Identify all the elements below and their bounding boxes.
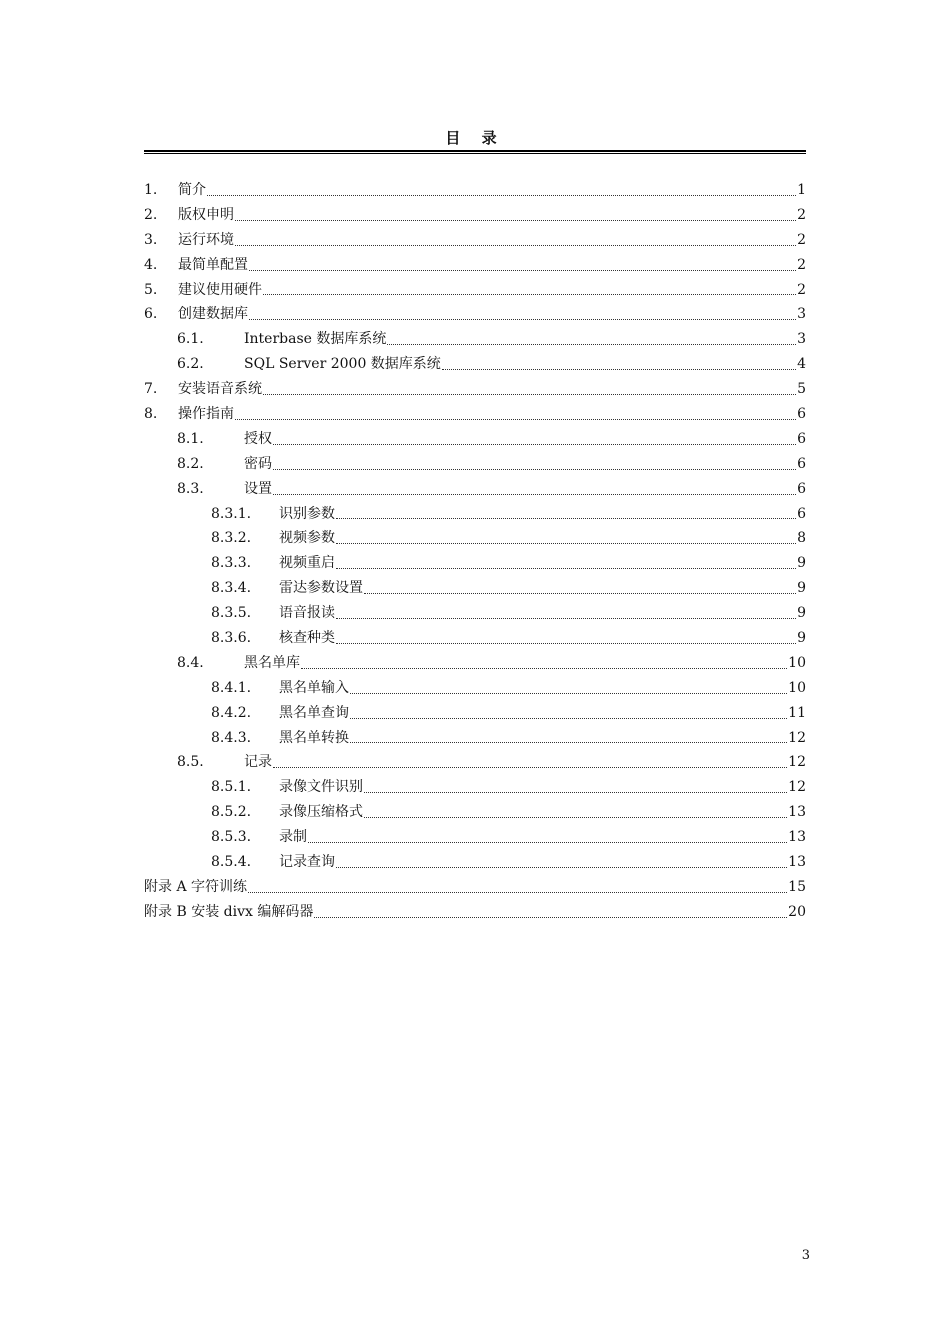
toc-dot-leader <box>273 444 796 445</box>
toc-entry-title: 授权 <box>244 430 272 447</box>
toc-entry-title: 视频参数 <box>279 530 335 547</box>
toc-entry-number: 4. <box>144 256 158 273</box>
toc-entry-title: 密码 <box>244 455 272 472</box>
toc-dot-leader <box>248 892 787 893</box>
toc-entry-page: 10 <box>788 654 806 671</box>
toc-dot-leader <box>364 792 787 793</box>
toc-entry[interactable] <box>144 502 806 527</box>
toc-entry-number: 8.4. <box>177 654 204 671</box>
toc-entry-page: 2 <box>797 231 806 248</box>
toc-entry[interactable] <box>144 253 806 278</box>
toc-entry[interactable] <box>144 302 806 327</box>
toc-entry[interactable] <box>144 825 806 850</box>
toc-dot-leader <box>249 270 796 271</box>
toc-entry-number: 2. <box>144 206 158 223</box>
toc-entry-number: 8.5.1. <box>211 779 252 796</box>
toc-dot-leader <box>442 369 796 370</box>
toc-entry-number: 8.3.6. <box>211 630 252 647</box>
toc-entry-page: 6 <box>797 455 806 472</box>
toc-entry-number: 8.2. <box>177 455 204 472</box>
toc-dot-leader <box>235 419 796 420</box>
toc-entry-title: 安装语音系统 <box>178 381 262 398</box>
toc-entry-page: 6 <box>797 406 806 423</box>
toc-entry[interactable] <box>144 402 806 427</box>
toc-entry-title: 黑名单查询 <box>279 704 349 721</box>
toc-dot-leader <box>263 294 796 295</box>
toc-dot-leader <box>336 518 796 519</box>
toc-entry-number: 5. <box>144 281 158 298</box>
toc-entry-number: 8.5. <box>177 754 204 771</box>
toc-entry-page: 13 <box>788 829 806 846</box>
toc-entry-page: 13 <box>788 804 806 821</box>
toc-entry-title: 操作指南 <box>178 406 234 423</box>
toc-entry-number: 6.1. <box>177 331 204 348</box>
toc-entry-title: 简介 <box>178 182 206 198</box>
toc-entry-title: 识别参数 <box>279 505 335 522</box>
toc-entry[interactable] <box>144 228 806 253</box>
toc-entry-page: 3 <box>797 331 806 348</box>
toc-dot-leader <box>350 718 787 719</box>
toc-entry-number: 8.3.4. <box>211 580 252 597</box>
toc-entry-page: 6 <box>797 505 806 522</box>
toc-entry-page: 12 <box>788 754 806 771</box>
toc-dot-leader <box>336 618 796 619</box>
toc-entry-title: 黑名单输入 <box>279 679 349 696</box>
toc-entry-page: 5 <box>797 381 806 398</box>
toc-entry-page: 4 <box>797 356 806 373</box>
toc-entry-page: 3 <box>797 306 806 323</box>
toc-entry-page: 9 <box>797 580 806 597</box>
toc-entry[interactable] <box>144 203 806 228</box>
toc-entry-page: 13 <box>788 854 806 871</box>
toc-entry-page: 20 <box>788 903 806 920</box>
toc-entry-number: 8.1. <box>177 430 204 447</box>
toc-entry-page: 10 <box>788 679 806 696</box>
toc-entry-title: 视频重启 <box>279 555 335 572</box>
toc-dot-leader <box>273 767 787 768</box>
toc-entry[interactable] <box>144 651 806 676</box>
toc-dot-leader <box>235 245 796 246</box>
toc-entry-number: 8.3.3. <box>211 555 252 572</box>
toc-entry-title: 附录 A 字符训练 <box>144 878 248 895</box>
toc-entry[interactable] <box>144 850 806 875</box>
table-of-contents <box>144 178 806 925</box>
toc-entry-number: 8. <box>144 406 158 423</box>
toc-dot-leader <box>235 220 796 221</box>
toc-dot-leader <box>336 867 787 868</box>
toc-entry[interactable] <box>144 551 806 576</box>
toc-entry[interactable] <box>144 601 806 626</box>
toc-entry[interactable] <box>144 327 806 352</box>
toc-entry-number: 7. <box>144 381 158 398</box>
toc-dot-leader <box>350 742 787 743</box>
toc-entry-title: Interbase 数据库系统 <box>244 331 387 348</box>
toc-entry-page: 8 <box>797 530 806 547</box>
toc-entry-title: 黑名单转换 <box>279 729 349 746</box>
toc-entry-title: 附录 B 安装 divx 编解码器 <box>144 903 314 920</box>
toc-entry-title: 黑名单库 <box>244 654 300 671</box>
toc-entry-title: 创建数据库 <box>178 306 248 323</box>
toc-dot-leader <box>336 568 796 569</box>
toc-entry-number: 6. <box>144 306 158 323</box>
toc-entry-title: 版权申明 <box>178 206 234 223</box>
toc-dot-leader <box>336 543 796 544</box>
toc-entry-title: 记录查询 <box>279 854 335 871</box>
toc-entry-page: 2 <box>797 281 806 298</box>
toc-dot-leader <box>336 643 796 644</box>
toc-entry[interactable] <box>144 576 806 601</box>
toc-entry-title: 雷达参数设置 <box>279 580 363 597</box>
toc-entry-page: 9 <box>797 605 806 622</box>
toc-dot-leader <box>273 494 796 495</box>
toc-entry[interactable] <box>144 477 806 502</box>
toc-entry-number: 8.4.3. <box>211 729 252 746</box>
toc-title: 目 录 <box>445 129 505 147</box>
toc-entry[interactable] <box>144 278 806 303</box>
toc-entry-page: 1 <box>797 182 806 198</box>
toc-entry-title: 语音报读 <box>279 605 335 622</box>
toc-entry[interactable] <box>144 427 806 452</box>
toc-entry[interactable] <box>144 750 806 775</box>
toc-entry[interactable] <box>144 676 806 701</box>
toc-dot-leader <box>350 693 787 694</box>
toc-entry-page: 12 <box>788 729 806 746</box>
toc-entry-number: 3. <box>144 231 158 248</box>
toc-entry-title: 最简单配置 <box>178 256 248 273</box>
toc-entry-title: 录像压缩格式 <box>279 804 363 821</box>
toc-entry[interactable] <box>144 352 806 377</box>
toc-dot-leader <box>207 195 796 196</box>
page-number: 3 <box>801 1248 810 1263</box>
toc-entry[interactable] <box>144 701 806 726</box>
toc-dot-leader <box>301 668 787 669</box>
toc-entry-title: 录像文件识别 <box>279 779 363 796</box>
toc-entry-number: 6.2. <box>177 356 204 373</box>
toc-entry-number: 8.3. <box>177 480 204 497</box>
toc-entry-number: 8.5.4. <box>211 854 252 871</box>
toc-entry-title: 运行环境 <box>178 231 234 248</box>
toc-entry[interactable] <box>144 452 806 477</box>
toc-entry-title: SQL Server 2000 数据库系统 <box>244 356 441 373</box>
toc-entry-number: 8.5.2. <box>211 804 252 821</box>
toc-entry-number: 8.3.1. <box>211 505 252 522</box>
toc-entry-page: 12 <box>788 779 806 796</box>
toc-dot-leader <box>364 817 787 818</box>
toc-entry-title: 设置 <box>244 480 272 497</box>
toc-entry[interactable] <box>144 726 806 751</box>
toc-entry-page: 2 <box>797 256 806 273</box>
toc-entry-page: 15 <box>788 878 806 895</box>
toc-entry-page: 2 <box>797 206 806 223</box>
toc-entry[interactable] <box>144 875 806 900</box>
toc-entry[interactable] <box>144 626 806 651</box>
toc-entry-page: 6 <box>797 480 806 497</box>
toc-entry-page: 9 <box>797 630 806 647</box>
toc-entry-page: 9 <box>797 555 806 572</box>
toc-entry-title: 建议使用硬件 <box>178 281 262 298</box>
toc-entry[interactable] <box>144 800 806 825</box>
toc-entry-page: 6 <box>797 430 806 447</box>
toc-entry-title: 录制 <box>279 829 307 846</box>
toc-entry[interactable] <box>144 377 806 402</box>
toc-entry-title: 记录 <box>244 754 272 771</box>
toc-entry[interactable] <box>144 178 806 203</box>
toc-entry[interactable] <box>144 900 806 925</box>
toc-entry-number: 8.4.2. <box>211 704 252 721</box>
toc-dot-leader <box>387 344 796 345</box>
toc-entry-number: 1. <box>144 182 158 198</box>
toc-dot-leader <box>273 469 796 470</box>
toc-entry-number: 8.3.5. <box>211 605 252 622</box>
toc-dot-leader <box>314 917 787 918</box>
toc-entry[interactable] <box>144 526 806 551</box>
toc-entry-number: 8.3.2. <box>211 530 252 547</box>
toc-entry-title: 核查种类 <box>279 630 335 647</box>
toc-dot-leader <box>364 593 796 594</box>
toc-entry-page: 11 <box>788 704 806 721</box>
toc-dot-leader <box>263 394 796 395</box>
toc-entry-number: 8.5.3. <box>211 829 252 846</box>
toc-entry-number: 8.4.1. <box>211 679 252 696</box>
toc-entry[interactable] <box>144 775 806 800</box>
toc-dot-leader <box>249 319 796 320</box>
title-rule <box>144 150 806 154</box>
toc-dot-leader <box>308 842 787 843</box>
